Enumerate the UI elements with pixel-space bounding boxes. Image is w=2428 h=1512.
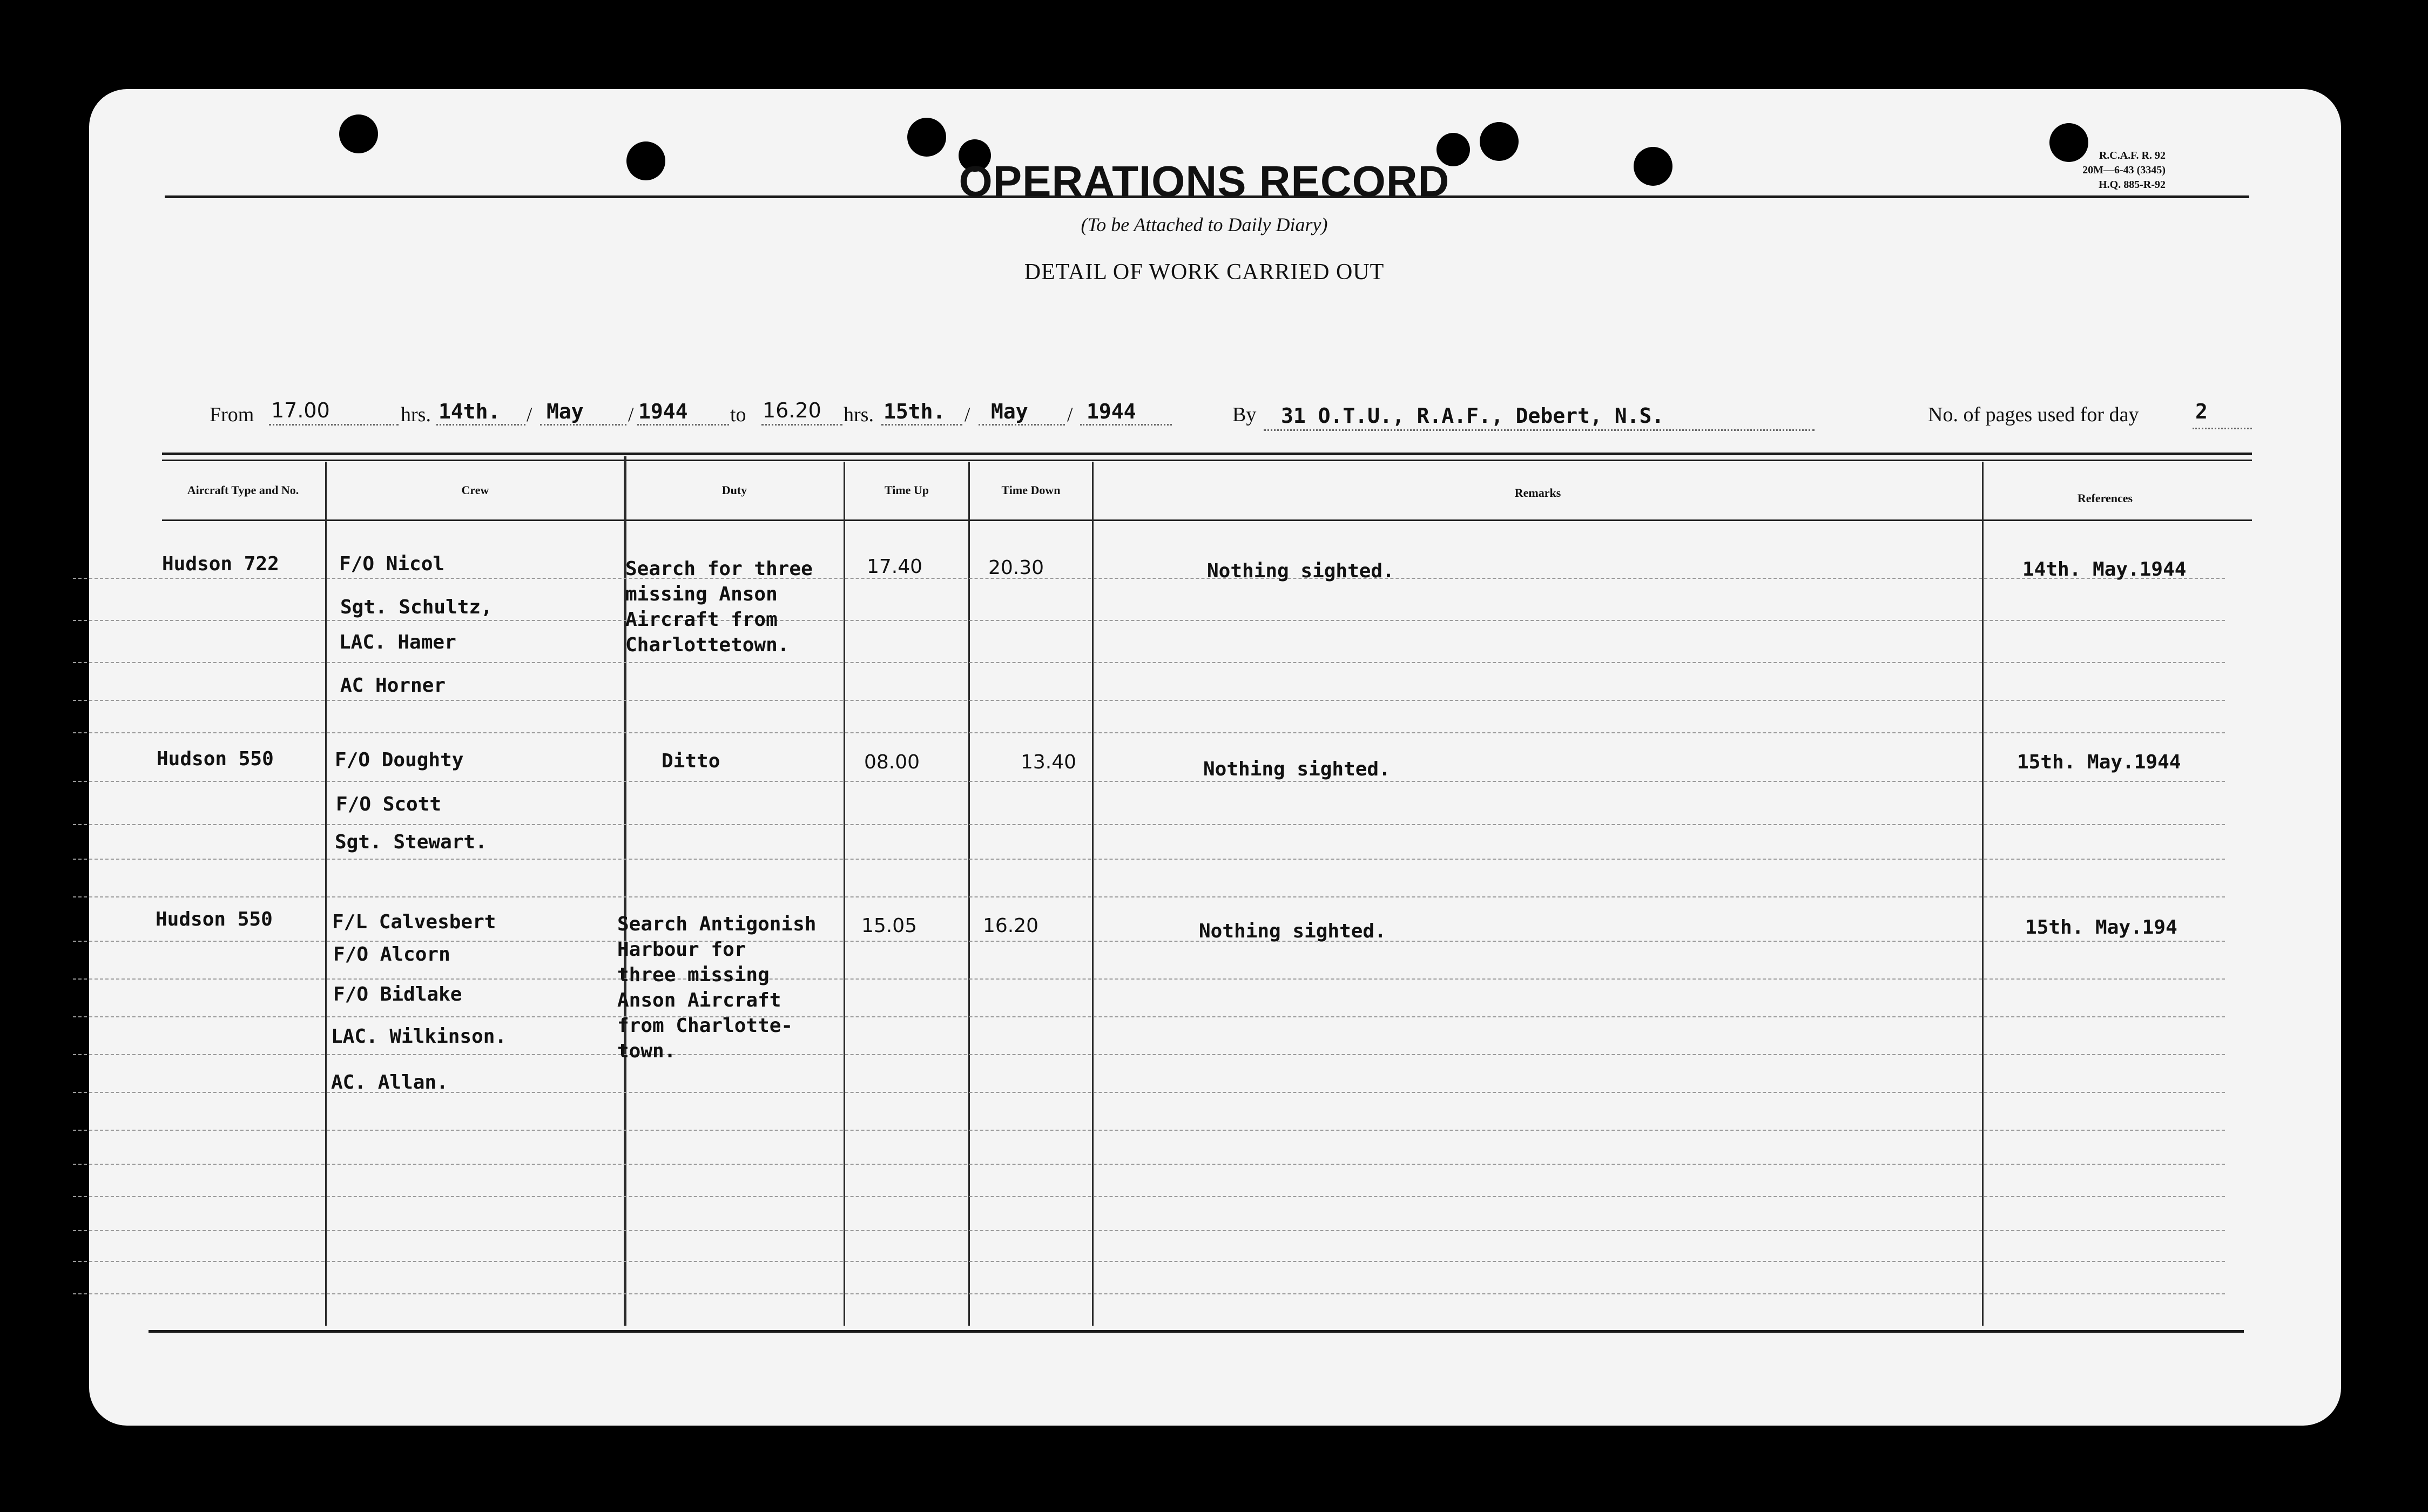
ruled-line (73, 620, 2225, 621)
crew-member: F/O Alcorn (333, 943, 450, 966)
fill-dots (2193, 428, 2252, 429)
from-day: 14th. (439, 400, 501, 423)
col-time-up: Time Up (884, 483, 929, 497)
detail-heading: DETAIL OF WORK CARRIED OUT (1024, 260, 1385, 285)
ruled-line (73, 732, 2225, 733)
table-bottom-rule (149, 1330, 2244, 1333)
remarks-cell: Nothing sighted. (1203, 758, 1391, 780)
form-number-line: H.Q. 885-R-92 (2099, 179, 2166, 191)
ruled-line (73, 1293, 2225, 1294)
table-top-rule (162, 460, 2252, 461)
ruled-line (73, 700, 2225, 701)
ruled-line (73, 1196, 2225, 1197)
crew-member: AC. Allan. (331, 1071, 448, 1094)
header-rule (162, 519, 2252, 521)
aircraft-cell: Hudson 550 (156, 908, 273, 930)
col-duty: Duty (721, 483, 747, 497)
ruled-line (73, 1261, 2225, 1262)
to-label: to (730, 403, 746, 426)
crew-member: LAC. Wilkinson. (331, 1025, 507, 1048)
ruled-line (73, 941, 2225, 942)
to-month: May (991, 400, 1028, 423)
col-crew: Crew (461, 483, 489, 497)
ruled-line (73, 824, 2225, 825)
to-year: 1944 (1087, 400, 1136, 423)
slash: / (965, 403, 970, 426)
fill-dots (637, 424, 729, 426)
ruled-line (73, 1054, 2225, 1055)
col-time-down: Time Down (1001, 483, 1061, 497)
hrs-label-2: hrs. (844, 403, 874, 426)
ruled-line (73, 859, 2225, 860)
time-up-cell: 15.05 (861, 915, 918, 937)
ruled-line (73, 1016, 2225, 1017)
punch-hole (626, 141, 665, 180)
slash: / (628, 403, 634, 426)
page-title: OPERATIONS RECORD (959, 157, 1450, 205)
form-number-line: R.C.A.F. R. 92 (2099, 150, 2166, 161)
punch-hole (1634, 147, 1672, 186)
remarks-cell: Nothing sighted. (1207, 560, 1394, 582)
time-up-cell: 17.40 (867, 556, 923, 578)
duty-cell: Search Antigonish Harbour for three missing Anson Aircraft from Charlotte- town. (617, 913, 817, 1062)
from-label: From (210, 403, 254, 426)
crew-member: F/L Calvesbert (332, 911, 496, 933)
form-number (1998, 148, 2166, 192)
table-top-rule (162, 453, 2252, 455)
fill-dots (761, 424, 842, 426)
time-down-cell: 16.20 (983, 915, 1039, 937)
fill-dots (269, 424, 399, 426)
time-down-cell: 13.40 (1021, 751, 1077, 773)
form-number-line: 20M—6-43 (3345) (2082, 164, 2166, 176)
aircraft-cell: Hudson 722 (162, 553, 279, 575)
by-label: By (1232, 403, 1257, 426)
ruled-line (73, 896, 2225, 897)
crew-member: LAC. Hamer (339, 631, 456, 653)
punch-hole (339, 114, 378, 153)
crew-member: F/O Nicol (339, 553, 445, 575)
crew-member: AC Horner (340, 674, 446, 697)
col-remarks: Remarks (1514, 486, 1561, 500)
ruled-line (73, 1230, 2225, 1231)
punch-hole (907, 118, 946, 157)
duty-cell: Search for three missing Anson Aircraft from Charlottetown. (625, 558, 813, 656)
ruled-line (73, 978, 2225, 980)
reference-cell: 14th. May.1944 (2022, 558, 2187, 580)
fill-dots (1264, 429, 1815, 431)
hrs-label: hrs. (401, 403, 431, 426)
crew-member: F/O Doughty (335, 749, 464, 771)
time-down-cell: 20.30 (988, 557, 1044, 579)
ruled-line (73, 1130, 2225, 1131)
col-aircraft: Aircraft Type and No. (187, 483, 299, 497)
ruled-line (73, 781, 2225, 782)
ruled-line (73, 1164, 2225, 1165)
crew-member: F/O Bidlake (333, 983, 462, 1005)
duty-cell: Ditto (662, 750, 720, 772)
to-day: 15th. (883, 400, 946, 423)
time-up-cell: 08.00 (864, 751, 920, 773)
reference-cell: 15th. May.1944 (2017, 751, 2181, 773)
from-time: 17.00 (271, 399, 330, 422)
page-subtitle: (To be Attached to Daily Diary) (1081, 214, 1328, 235)
crew-member: Sgt. Schultz, (340, 596, 493, 618)
from-month: May (547, 400, 584, 423)
fill-dots (436, 424, 525, 426)
reference-cell: 15th. May.194 (2025, 916, 2177, 939)
crew-member: Sgt. Stewart. (335, 831, 487, 853)
to-time: 16.20 (763, 399, 821, 422)
slash: / (1067, 403, 1073, 426)
pages-count: 2 (2195, 400, 2208, 423)
fill-dots (881, 424, 962, 426)
aircraft-cell: Hudson 550 (157, 748, 274, 770)
ruled-line (73, 578, 2225, 579)
ruled-line (73, 662, 2225, 663)
crew-member: F/O Scott (336, 793, 442, 815)
fill-dots (540, 424, 626, 426)
by-unit: 31 O.T.U., R.A.F., Debert, N.S. (1281, 404, 1664, 428)
from-year: 1944 (638, 400, 688, 423)
pages-label: No. of pages used for day (1928, 403, 2139, 426)
remarks-cell: Nothing sighted. (1199, 920, 1386, 942)
col-references: References (2077, 491, 2133, 505)
fill-dots (979, 424, 1065, 426)
fill-dots (1080, 424, 1172, 426)
slash: / (527, 403, 532, 426)
punch-hole (1480, 122, 1519, 161)
